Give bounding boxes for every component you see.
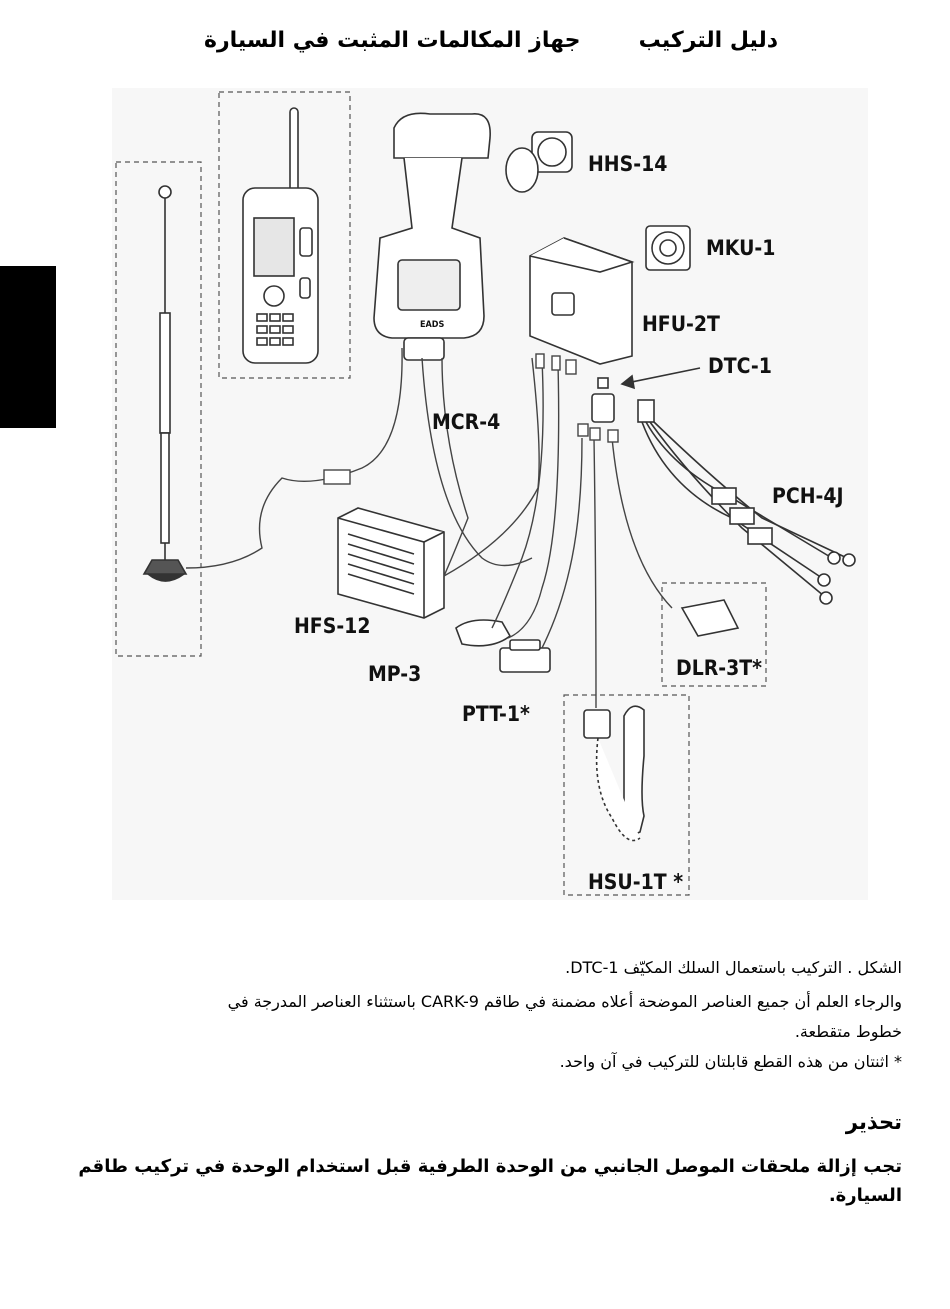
mku1-connector (646, 226, 690, 270)
hfu2t-unit (530, 238, 632, 364)
label-ptt1: PTT-1* (462, 702, 530, 726)
chapter-tab (0, 266, 56, 428)
label-hhs14: HHS-14 (588, 152, 668, 176)
section-title: دليل التركيب (638, 28, 778, 53)
footnote: * اثنتان من هذه القطع قابلتان للتركيب في آن واحد. (559, 1052, 902, 1071)
label-hfs12: HFS-12 (294, 614, 371, 638)
warning-line-2: السيارة. (828, 1185, 902, 1206)
note-line-2: خطوط متقطعة. (794, 1022, 902, 1041)
ptt1-button (500, 640, 550, 672)
antenna-frame (116, 162, 201, 656)
warning-body (78, 1152, 902, 1210)
mp3-microphone (456, 620, 510, 646)
hfs12-speaker (338, 508, 444, 618)
label-mp3: MP-3 (368, 662, 422, 686)
label-hfu2t: HFU-2T (642, 312, 720, 336)
warning-line-1: تجب إزالة ملحقات الموصل الجانبي من الوحدة الطرفية قبل استخدام الوحدة في تركيب طاقم (78, 1156, 902, 1177)
label-dtc1: DTC-1 (708, 354, 772, 378)
label-dlr3t: DLR-3T* (676, 656, 763, 680)
label-mcr4: MCR-4 (432, 410, 501, 434)
dlr3t-relay (682, 600, 738, 636)
hhs14-holder (506, 132, 572, 192)
cradle-brand: EADS (420, 320, 445, 330)
handheld-terminal (243, 108, 318, 363)
antenna (144, 186, 186, 581)
diagram-drawing (112, 88, 868, 900)
figure-caption: الشكل . التركيب باستعمال السلك المكيّف DTC-1. (565, 958, 902, 977)
label-mku1: MKU-1 (706, 236, 776, 260)
installation-diagram (112, 88, 868, 900)
label-pch4j: PCH-4J (772, 484, 844, 508)
hsu1t-handset (584, 706, 644, 840)
label-hsu1t: HSU-1T * (588, 870, 684, 894)
warning-title: تحذير (845, 1110, 902, 1134)
document-title: جهاز المكالمات المثبت في السيارة (204, 28, 581, 53)
note-line-1: والرجاء العلم أن جميع العناصر الموضحة أعلاه مضمنة في طاقم CARK-9 باستثناء العناصر المدرجة في (227, 992, 902, 1011)
